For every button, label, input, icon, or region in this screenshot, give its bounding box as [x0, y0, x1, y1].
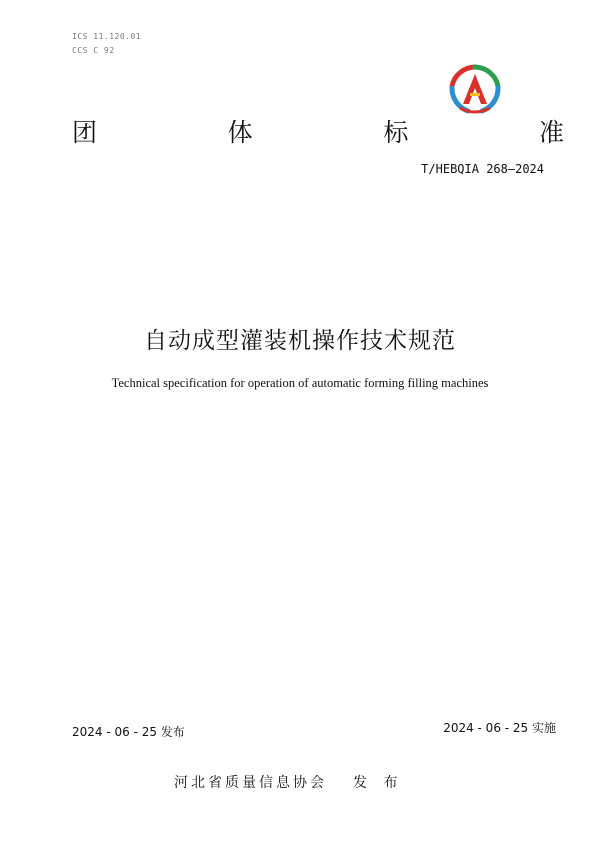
publish-date: 2024 - 06 - 25 发布: [72, 725, 185, 739]
document-type-heading: [72, 114, 564, 148]
ics-code: ICS 11.120.01: [72, 32, 142, 41]
doc-type-char-2: 体: [227, 118, 253, 147]
doc-type-char-4: 准: [538, 118, 564, 147]
ccs-code: CCS C 92: [72, 46, 115, 55]
header-divider: [72, 155, 556, 156]
association-emblem-icon: [444, 64, 506, 116]
doc-type-char-1: 团: [72, 118, 98, 147]
classification-codes: [72, 30, 141, 58]
publisher-name: 河北省质量信息协会: [174, 775, 327, 791]
title-chinese: 自动成型灌装机操作技术规范: [144, 328, 456, 354]
title-english: Technical specification for operation of automatic forming filling machines: [111, 376, 489, 390]
publisher-line: [174, 772, 403, 792]
publisher-action: 发 布: [353, 775, 404, 791]
doc-type-char-3: 标: [383, 118, 409, 147]
implement-date: 2024 - 06 - 25 实施: [443, 721, 556, 735]
standard-code: T/HEBQIA 268—2024: [421, 162, 544, 176]
